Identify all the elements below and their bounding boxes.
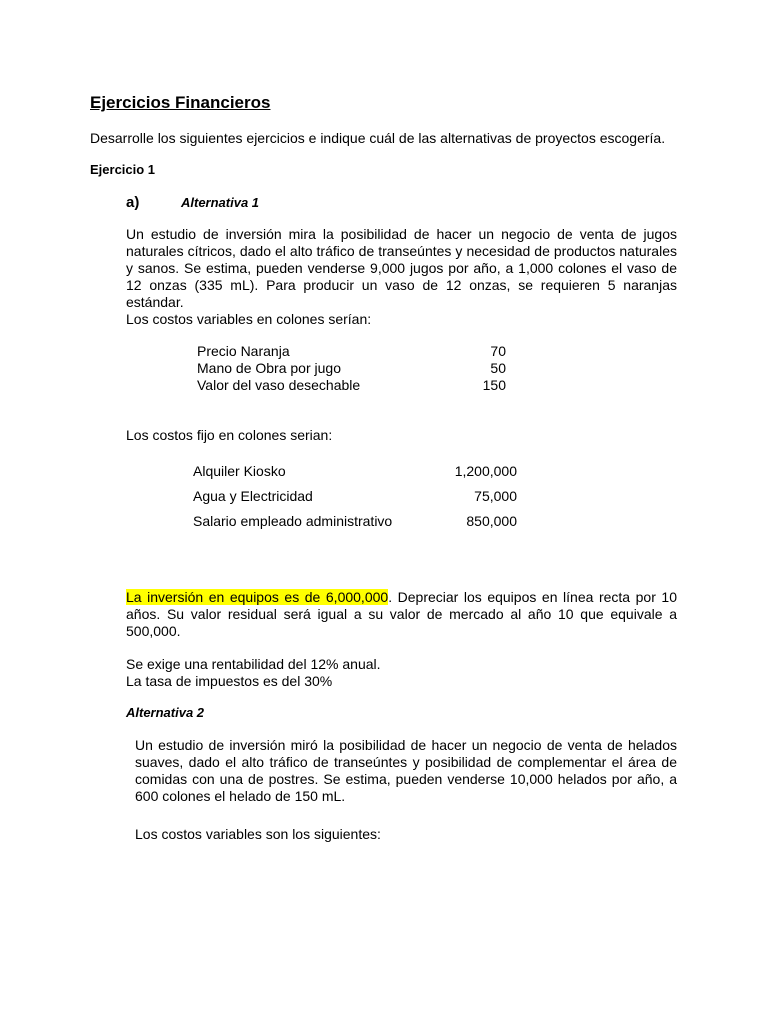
variable-cost-name: Mano de Obra por jugo (197, 360, 341, 376)
alternative-2-variable-costs-label: Los costos variables son los siguientes: (135, 826, 381, 842)
fixed-cost-name: Alquiler Kiosko (193, 463, 286, 479)
investment-highlight: La inversión en equipos es de 6,000,000 (126, 589, 389, 605)
investment-rest: . Depreciar los equipos en línea recta por 10 años. Su valor residual será igual a su valor de mercado al año 10 que equivale a 500,000. (126, 589, 677, 639)
required-return: Se exige una rentabilidad del 12% anual. (126, 656, 381, 672)
variable-cost-name: Precio Naranja (197, 343, 290, 359)
alternative-2-description: Un estudio de inversión miró la posibilidad de hacer un negocio de venta de helados suaves, dado el alto tráfico de transeúntes y posibilidad de complementar el área de comidas con una de postres. Se estima, pueden venderse 10,000 helados por año, a 600 colones el helado de 150 mL. (135, 737, 677, 804)
variable-cost-value: 50 (490, 360, 506, 376)
fixed-cost-value: 75,000 (474, 488, 517, 504)
variable-costs-label: Los costos variables en colones serían: (126, 311, 372, 327)
fixed-cost-value: 1,200,000 (454, 463, 517, 479)
investment-paragraph (126, 589, 677, 640)
exercise-heading: Ejercicio 1 (90, 162, 156, 177)
tax-rate: La tasa de impuestos es del 30% (126, 673, 333, 689)
fixed-cost-value: 850,000 (466, 513, 517, 529)
variable-cost-value: 70 (490, 343, 506, 359)
alternative-1-heading: Alternativa 1 (181, 195, 260, 210)
fixed-cost-name: Agua y Electricidad (193, 488, 313, 504)
alternative-2-heading: Alternativa 2 (126, 705, 205, 720)
variable-cost-value: 150 (482, 377, 506, 393)
fixed-costs-label: Los costos fijo en colones serian: (126, 427, 333, 443)
intro-text: Desarrolle los siguientes ejercicios e indique cuál de las alternativas de proyectos escogería. (90, 130, 666, 146)
variable-cost-name: Valor del vaso desechable (197, 377, 361, 393)
fixed-cost-name: Salario empleado administrativo (193, 513, 393, 529)
alternative-1-description: Un estudio de inversión mira la posibilidad de hacer un negocio de venta de jugos naturales cítricos, dado el alto tráfico de transeúntes y necesidad de productos naturales y sanos. Se estima, pueden venderse 9,000 jugos por año, a 1,000 colones el vaso de 12 onzas (335 mL). Para producir un vaso de 12 onzas, se requieren 5 naranjas estándar. (126, 226, 677, 310)
item-label: a) (126, 194, 140, 211)
document-title: Ejercicios Financieros (90, 93, 271, 112)
